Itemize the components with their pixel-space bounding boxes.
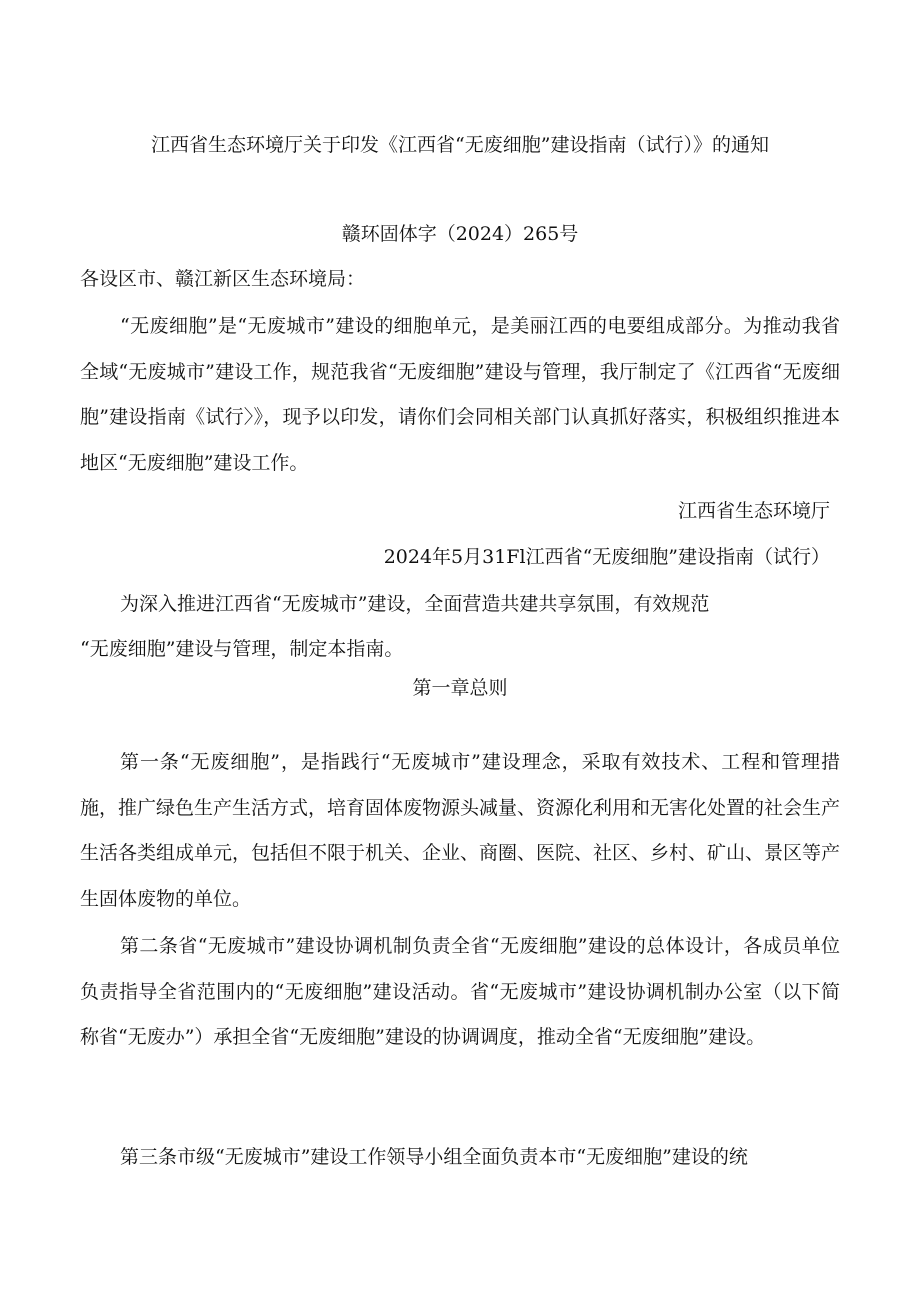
chapter-heading: 第一章总则: [412, 677, 508, 699]
article-3: 第三条市级“无废城市”建设工作领导小组全面负责本市“无废细胞”建设的统: [120, 1146, 748, 1168]
article-2: 第二条省“无废城市”建设协调机制负责全省“无废细胞”建设的总体设计，各成员单位负责指导全省范围内的“无废细胞”建设活动。省“无废城市”建设协调机制办公室（以下简称省“无废办”）承担全省“无废细胞”建设的协调调度，推动全省“无废细胞”建设。: [80, 935, 840, 1048]
date-and-guide-title: 2024年5月31Fl江西省“无废细胞”建设指南（试行）: [383, 546, 830, 568]
guide-intro-line-2: “无废细胞”建设与管理，制定本指南。: [80, 638, 404, 660]
issuer-signature: 江西省生态环境厅: [677, 500, 830, 522]
document-title: 江西省生态环境厅关于印发《江西省“无废细胞”建设指南（试行）》的通知: [151, 134, 769, 156]
article-1: 第一条“无废细胞”，是指践行“无废城市”建设理念，采取有效技术、工程和管理措施，推广绿色生产生活方式，培育固体废物源头减量、资源化利用和无害化处置的社会生产生活各类组成单元，包括但不限于机关、企业、商圈、医院、社区、乡村、矿山、景区等产生固体废物的单位。: [80, 751, 841, 910]
guide-intro-line-1: 为深入推进江西省“无废城市”建设，全面营造共建共享氛围，有效规范: [120, 593, 710, 615]
document-number: 赣环固体字（2024）265号: [341, 223, 579, 245]
notice-body: “无废细胞”是“无废城市”建设的细胞单元，是美丽江西的电要组成部分。为推动我省全域“无废城市”建设工作，规范我省“无废细胞”建设与管理，我厅制定了《江西省“无废细胞”建设指南《试行〉》，现予以印发，请你们会同相关部门认真抓好落实，积极组织推进本地区“无废细胞”建设工作。: [80, 315, 840, 474]
addressee: 各设区市、赣江新区生态环境局：: [80, 268, 366, 290]
